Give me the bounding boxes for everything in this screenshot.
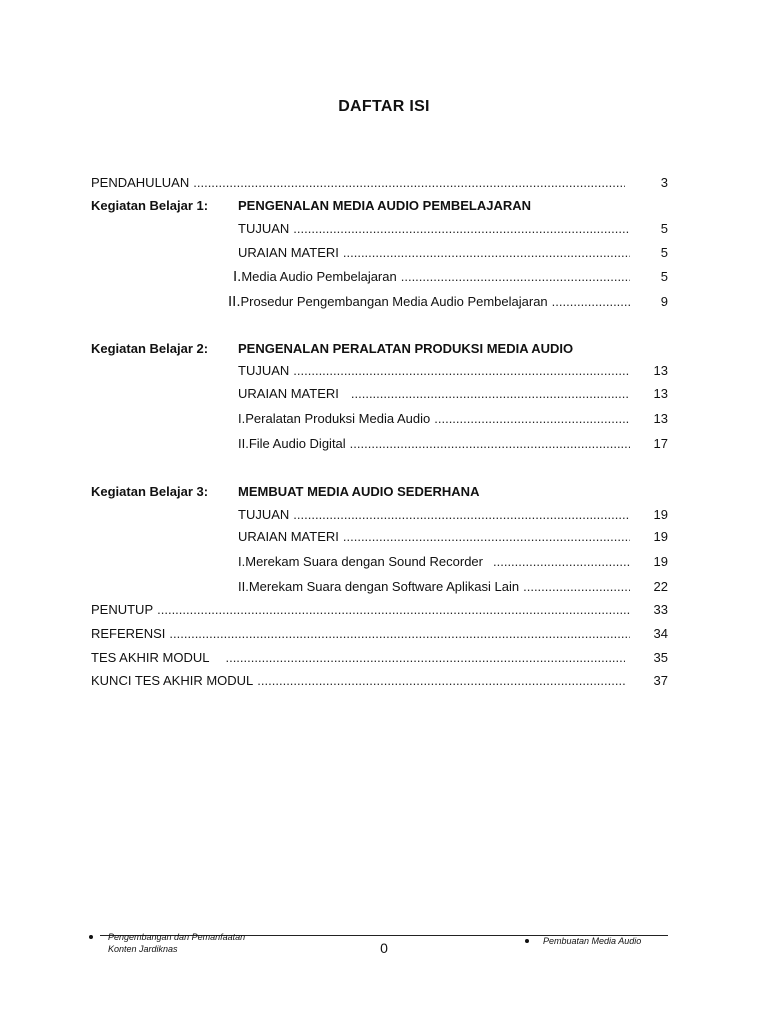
toc-label: PENUTUP <box>91 602 154 617</box>
dot-leader <box>350 436 630 452</box>
toc-entry-penutup[interactable] <box>91 602 636 618</box>
footer-page-number: 0 <box>380 940 388 956</box>
toc-label: Merekam Suara dengan Sound Recorder <box>245 554 483 569</box>
toc-page-number: 5 <box>660 245 668 260</box>
dot-leader <box>343 529 630 545</box>
dot-leader <box>293 221 630 237</box>
dot-leader <box>193 175 625 191</box>
item-number: II. <box>238 436 249 451</box>
toc-page-number: 22 <box>653 579 668 594</box>
dot-leader <box>351 386 630 402</box>
toc-entry-kb3-tujuan[interactable] <box>238 507 636 523</box>
item-number: II. <box>238 579 249 594</box>
dot-leader <box>552 294 630 310</box>
footer-left-line-1: Pengembangan dan Pemanfaatan <box>108 932 246 942</box>
toc-label: File Audio Digital <box>248 436 346 451</box>
toc-entry-pendahuluan[interactable] <box>91 175 631 191</box>
toc-page-number: 13 <box>653 363 668 378</box>
toc-page-number: 13 <box>653 386 668 401</box>
dot-leader <box>169 626 630 642</box>
kegiatan-belajar-2-title: PENGENALAN PERALATAN PRODUKSI MEDIA AUDIO <box>238 341 574 356</box>
footer-bullet-right-icon <box>525 939 529 943</box>
dot-leader <box>225 650 625 666</box>
page-title: DAFTAR ISI <box>338 98 430 115</box>
item-number: I. <box>238 554 246 569</box>
toc-page-number: 19 <box>653 554 668 569</box>
toc-page-number: 19 <box>653 507 668 522</box>
toc-label: URAIAN MATERI <box>238 245 339 260</box>
dot-leader <box>493 554 630 570</box>
toc-label: URAIAN MATERI <box>238 386 339 401</box>
toc-entry-kb2-tujuan[interactable] <box>238 363 636 379</box>
toc-entry-kb1-uraian[interactable] <box>238 245 636 261</box>
toc-label: URAIAN MATERI <box>238 529 339 544</box>
toc-label: Peralatan Produksi Media Audio <box>245 411 431 426</box>
toc-entry-kb1-tujuan[interactable] <box>238 221 636 237</box>
toc-label: REFERENSI <box>91 626 166 641</box>
toc-entry-kb2-uraian[interactable] <box>238 386 636 402</box>
dot-leader <box>343 245 630 261</box>
dot-leader <box>157 602 630 618</box>
toc-label: Prosedur Pengembangan Media Audio Pembelajaran <box>240 294 548 309</box>
item-number: I. <box>233 269 242 285</box>
toc-page-number: 17 <box>653 436 668 451</box>
toc-entry-kb3-uraian[interactable] <box>238 529 636 545</box>
kegiatan-belajar-2-label: Kegiatan Belajar 2: <box>91 341 209 356</box>
toc-label: TUJUAN <box>238 363 290 378</box>
toc-page-number: 5 <box>660 269 668 284</box>
dot-leader <box>257 673 625 689</box>
toc-page-number: 34 <box>653 626 668 641</box>
kegiatan-belajar-1-label: Kegiatan Belajar 1: <box>91 198 209 213</box>
item-number: I. <box>238 411 246 426</box>
toc-label: Merekam Suara dengan Software Aplikasi Lain <box>248 579 520 594</box>
toc-page-number: 13 <box>653 411 668 426</box>
toc-label: PENDAHULUAN <box>91 175 190 190</box>
dot-leader <box>401 269 630 285</box>
footer-left-line-2: Konten Jardiknas <box>108 944 178 954</box>
toc-entry-kb2-item-2[interactable] <box>238 436 636 452</box>
toc-entry-kb1-item-1[interactable] <box>233 269 636 285</box>
toc-label: TES AKHIR MODUL <box>91 650 210 665</box>
toc-entry-referensi[interactable] <box>91 626 636 642</box>
toc-entry-kb1-item-2[interactable] <box>228 294 636 310</box>
footer-right-text: Pembuatan Media Audio <box>543 936 642 946</box>
toc-entry-tes-akhir-modul[interactable] <box>91 650 631 666</box>
toc-page-number: 35 <box>653 650 668 665</box>
kegiatan-belajar-3-title: MEMBUAT MEDIA AUDIO SEDERHANA <box>238 484 480 499</box>
toc-page-number: 33 <box>653 602 668 617</box>
toc-entry-kunci-tes[interactable] <box>91 673 631 689</box>
toc-label: Media Audio Pembelajaran <box>241 269 397 284</box>
dot-leader <box>293 507 630 523</box>
toc-label: TUJUAN <box>238 221 290 236</box>
toc-entry-kb3-item-2[interactable] <box>238 579 636 595</box>
item-number: II. <box>228 294 241 310</box>
toc-entry-kb3-item-1[interactable] <box>238 554 636 570</box>
toc-label: TUJUAN <box>238 507 290 522</box>
kegiatan-belajar-3-label: Kegiatan Belajar 3: <box>91 484 209 499</box>
dot-leader <box>293 363 630 379</box>
toc-page-number: 19 <box>653 529 668 544</box>
toc-page-number: 3 <box>660 175 668 190</box>
dot-leader <box>523 579 630 595</box>
toc-page-number: 9 <box>660 294 668 309</box>
footer-bullet-left-icon <box>89 935 93 939</box>
dot-leader <box>434 411 630 427</box>
toc-page-number: 5 <box>660 221 668 236</box>
toc-page-number: 37 <box>653 673 668 688</box>
toc-label: KUNCI TES AKHIR MODUL <box>91 673 254 688</box>
toc-entry-kb2-item-1[interactable] <box>238 411 636 427</box>
kegiatan-belajar-1-title: PENGENALAN MEDIA AUDIO PEMBELAJARAN <box>238 198 531 213</box>
